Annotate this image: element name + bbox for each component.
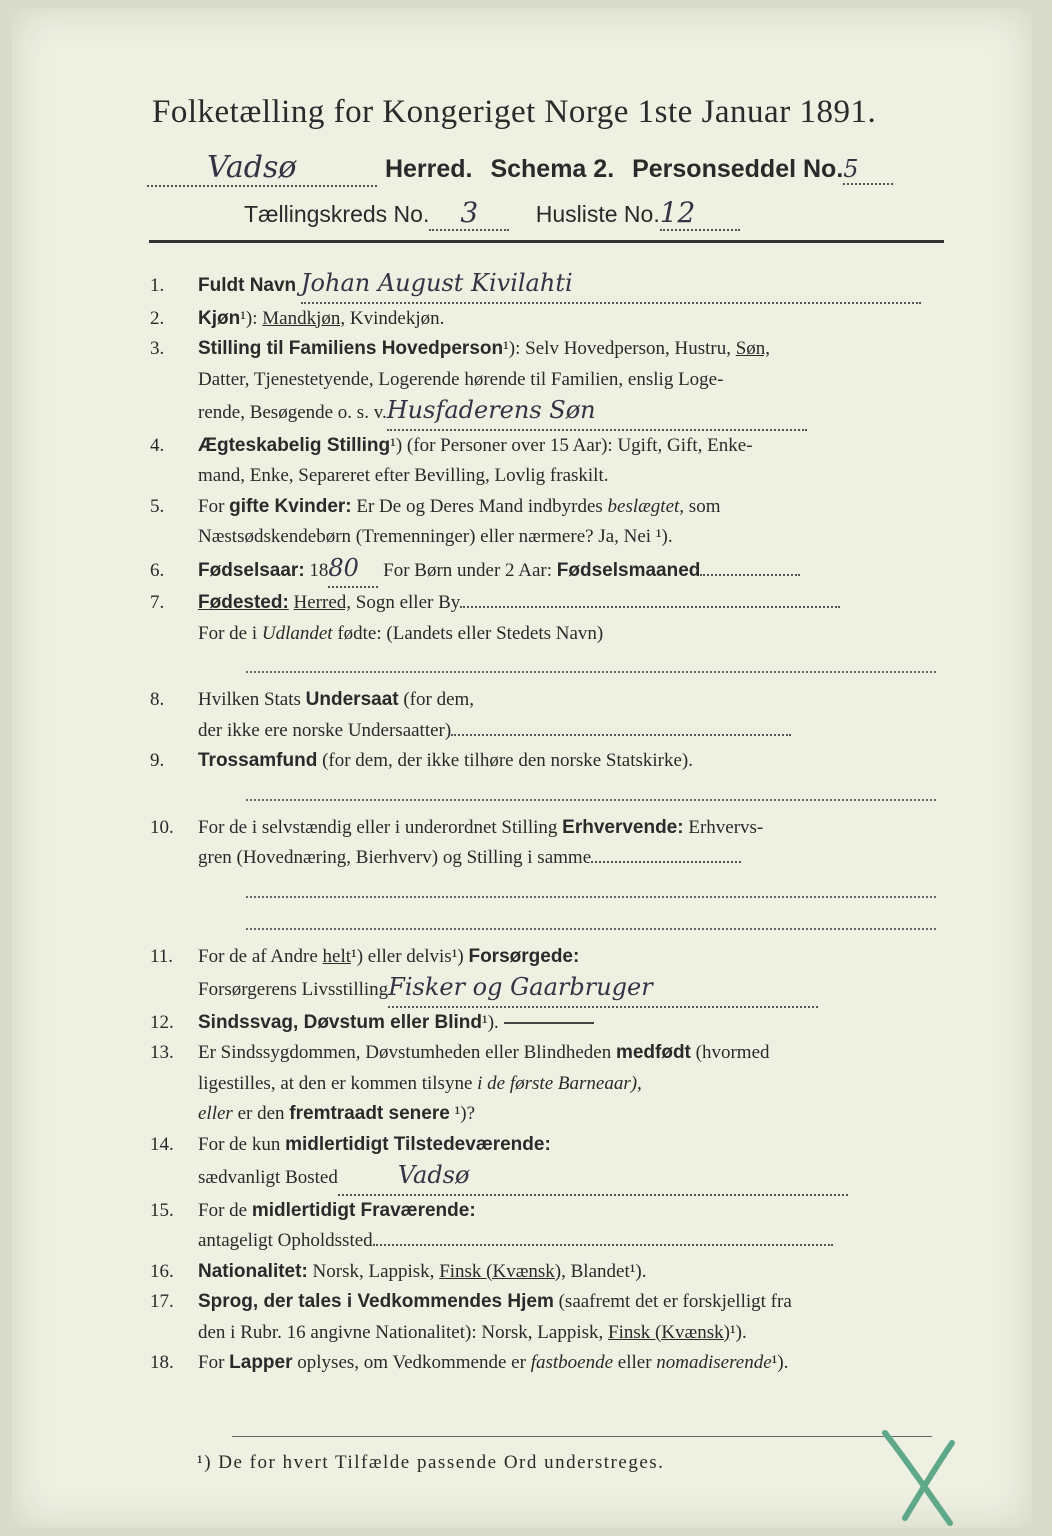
question-10: 10. For de i selvstændig eller i underordnet Stilling Erhvervende: Erhvervs- [150,816,764,838]
question-13: 13. Er Sindssygdommen, Døvstumheden eller Blindheden medfødt (hvormed [150,1042,770,1063]
header-rule [149,240,944,243]
full-name-field: Johan August Kivilahti [301,268,921,304]
form-title: Folketælling for Kongeriget Norge 1ste Januar 1891. [152,94,877,130]
question-11: 11. For de af Andre helt¹) eller delvis¹) Forsørgede: [150,945,580,967]
question-8: 8. Hvilken Stats Undersaat (for dem, [150,689,475,710]
question-12: 12. Sindssvag, Døvstum eller Blind¹). [150,1008,950,1039]
herred-field: Vadsø [147,150,377,187]
question-list: 1. Fuldt Navn Johan August Kivilahti 2. Kjøn¹): Mandkjøn, Kvindekjøn. 3. Stilling til Familiens Hovedperson¹): Selv Hovedperson, Hustru, Søn, Datter, Tjenestetyende, Logerende hørende til Familien, enslig Loge- rende, Besøgende o. s. v.Husfaderens Søn 4. Ægteskabelig Stilling¹) (for Personer over 15 Aar): Ugift, Gift, Enke- mand, Enke, Separeret efter Bevilling, Lovlig fraskilt. 5. For gifte Kvinder: Er De og Deres Mand indbyrdes beslægtet, som Næstsødskendebørn (Tremenninger) eller nærmere? Ja, Nei ¹). 6. Fødselsaar: 1880 For Børn under 2 Aar: Fødselsmaaned 7. Fødested: Herred, Sogn eller By For de i Udlandet fødte: (Landets eller Stedets Navn) 8. Hvilken Stats Undersaat (for dem, der ikke ere norske Undersaatter) 9. Trossamfund (for dem, der ikke tilhøre den norske Statskirke). 10. For de i selvstændig eller i underordnet Stilling Erhvervende: Erhvervs- gren (Hovednæring, Bierhverv) og Stilling i samme 11. For de af Andre helt¹) eller delvis¹) Forsørgede: Forsørgerens LivsstillingFisker og Gaarbruger 12. Sindssvag, Døvstum eller Blind¹). 13. Er Sindssygdommen, Døvstumheden eller Blindheden medfødt (hvormed ligestilles, at den er kommen tilsyne i de første Barneaar), eller er den fremtraadt senere ¹)? 14. For de kun midlertidigt Tilstedeværende: sædvanligt Bosted Vadsø 15. For de midlertidigt Fraværende: antageligt Opholdssted 16. Nationalitet: Norsk, Lappisk, Finsk (Kvænsk), Blandet¹). 17. Sprog, der tales i Vedkommendes Hjem (saafremt det er forskjelligt fra den i Rubr. 16 angivne Nationalitet): Norsk, Lappisk, Finsk (Kvænsk)¹). 18. For Lapper oplyses, om Vedkommende er fastboende eller nomadiserende¹). [150,268,950,1379]
personseddel-field: 5 [843,154,893,185]
provider-occupation-field: Fisker og Gaarbruger [388,972,818,1008]
question-5: 5. For gifte Kvinder: Er De og Deres Mand indbyrdes beslægtet, som [150,495,721,517]
question-16: 16. Nationalitet: Norsk, Lappisk, Finsk (Kvænsk), Blandet¹). [150,1260,647,1282]
question-14: 14. For de kun midlertidigt Tilstedeværende: [150,1133,551,1155]
usual-residence-field: Vadsø [338,1160,848,1196]
question-3: 3. Stilling til Familiens Hovedperson¹): Selv Hovedperson, Hustru, Søn, [150,338,771,359]
question-4: 4. Ægteskabelig Stilling¹) (for Personer over 15 Aar): Ugift, Gift, Enke- [150,434,753,456]
header-line-herred: Vadsø Herred. Schema 2. Personseddel No.5 [147,150,947,187]
question-2: 2. Kjøn¹): Mandkjøn, Kvindekjøn. [150,307,445,329]
question-9: 9. Trossamfund (for dem, der ikke tilhøre den norske Statskirke). [150,750,693,771]
family-position-field: Husfaderens Søn [387,395,807,431]
header-line-kreds: Tællingskreds No. 3 Husliste No.12 [244,196,884,231]
husliste-field: 12 [660,196,740,231]
question-6: 6. Fødselsaar: 1880 For Børn under 2 Aar: Fødselsmaaned [150,553,950,589]
question-15: 15. For de midlertidigt Fraværende: [150,1199,476,1221]
birth-year-field: 80 [328,553,378,589]
census-form [12,8,1032,1528]
question-18: 18. For Lapper oplyses, om Vedkommende er fastboende eller nomadiserende¹). [150,1352,789,1373]
kreds-field: 3 [429,196,509,231]
footnote: ¹) De for hvert Tilfælde passende Ord understreges. [197,1452,665,1473]
footnote-rule [232,1436,932,1437]
question-7: 7. Fødested: Herred, Sogn eller By [150,588,950,619]
question-17: 17. Sprog, der tales i Vedkommendes Hjem (saafremt det er forskjelligt fra [150,1291,792,1312]
question-1: 1. Fuldt Navn Johan August Kivilahti [150,268,950,304]
green-cross-mark [880,1428,960,1528]
